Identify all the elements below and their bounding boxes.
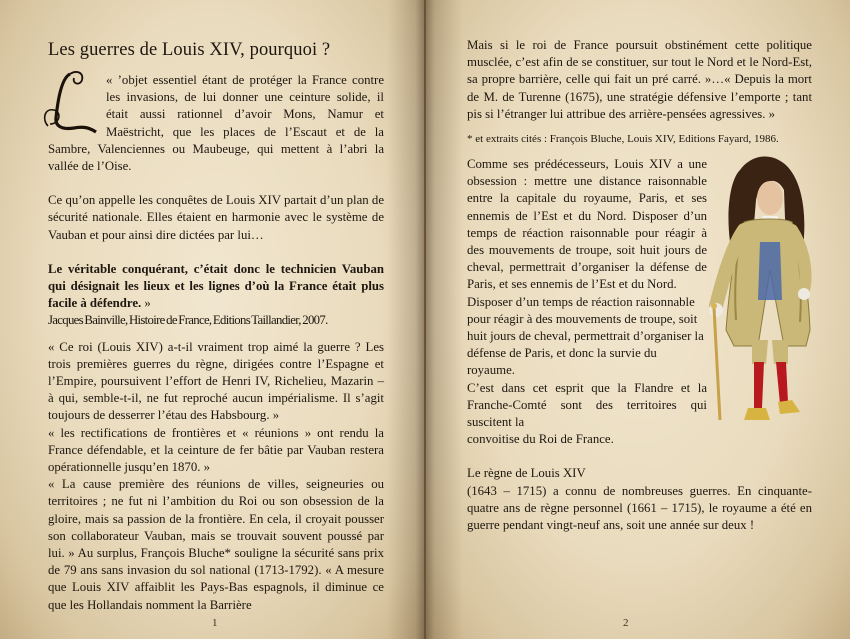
- drop-cap-flourish-icon: [40, 68, 102, 134]
- paragraph-intro: « ’objet essentiel étant de protéger la France contre les invasions, de lui donner une ceinture solide, il était aussi rationnel d’avoir Mons, Namur et Maëstricht, que les places de l’Escaut et de la Sambre, Valenciennes ou Maubeuge, qui mettent à l’abri la vallée de l’Oise.: [48, 73, 384, 174]
- page-number-left: 1: [212, 617, 218, 629]
- page-number-right: 2: [623, 617, 629, 629]
- paragraph-conquetes: Ce qu’on appelle les conquêtes de Louis XIV partait d’un plan de sécurité nationale. Elles étaient en harmonie avec le système de Vauban et pour ainsi dire dictées par lui…: [48, 193, 384, 242]
- paragraph-flandre: C’est dans cet esprit que la Flandre et la Franche-Comté sont des territoires qui suscitent la: [467, 380, 707, 430]
- regne-title: Le règne de Louis XIV: [467, 466, 586, 481]
- citation-bainville: Jacques Bainville, Histoire de France, Editions Taillandier, 2007.: [48, 313, 328, 328]
- left-page-content: [48, 38, 384, 614]
- paragraph-regne: (1643 – 1715) a connu de nombreuses guerres. En cinquante-quatre ans de règne personnel (1661 – 1715), le royaume a été en guerre pendant vingt-neuf ans, soit une année sur deux !: [467, 483, 812, 533]
- paragraph-frontieres: « les rectifications de frontières et « réunions » ont rendu la France défendable, et la ceinture de fer bâtie par Vauban restera opérationnelle jusqu’en 1870. »: [48, 425, 384, 475]
- vauban-bold-text: Le véritable conquérant, c’était donc le technicien Vauban qui désignait les lieux et les lignes d’où la France était plus facile à défendre.: [48, 261, 384, 311]
- paragraph-guerre: « Ce roi (Louis XIV) a-t-il vraiment trop aimé la guerre ? Les trois premières guerres du règne, dirigées contre l’Espagne et l’Empire, poursuivent l’effort de Henri IV, Richelieu, Mazarin – à qui, semble-t-il, ne fut reproché aucun impérialisme. Il s’agit toujours de desserrer l’étau des Habsbourg. »: [48, 339, 384, 423]
- louis-xiv-portrait-icon: [700, 150, 820, 430]
- right-page-content: [467, 37, 812, 534]
- paragraph-reaction: Disposer d’un temps de réaction raisonnable pour réagir à des mouvements de troupe, soit huit jours de cheval, permettrait d’organiser la défense de Paris, et donc la survie du royaume.: [467, 294, 704, 378]
- paragraph-cause: « La cause première des réunions de villes, seigneuries ou territoires ; ne fut ni l’ambition du Roi ou son obsession de la gloire, mais sa passion de la frontière. En cela, il croyait pousser son collaborateur Vauban, mais se trouvait souvent poussé par lui. » Au surplus, François Bluche* souligne la sécurité sans prix de 79 ans sans invasion du sol national (1713-1792). « A mesure que Louis XIV affaiblit les Pays-Bas espagnols, il diminue ce que les Hollandais nomment la Barrière: [48, 477, 384, 612]
- intro-block: [48, 72, 384, 175]
- page-title: Les guerres de Louis XIV, pourquoi ?: [48, 40, 331, 60]
- paragraph-convoitise: convoitise du Roi de France.: [467, 432, 614, 447]
- book-gutter: [424, 0, 426, 639]
- right-page: [425, 0, 850, 639]
- paragraph-vauban: [48, 261, 384, 313]
- king-section: [467, 156, 812, 448]
- paragraph-barriere: Mais si le roi de France poursuit obstinément cette politique musclée, c’est afin de se constituer, sur tout le Nord et le Nord-Est, sa propre barrière, celle qui fait un pré carré. »…« Depuis la mort de M. de Turenne (1675), une stratégie défensive l’emporte ; tant pis si l’étranger lui attribue des arrière-pensées agressives. »: [467, 38, 812, 121]
- vauban-closing-quote: »: [141, 296, 151, 311]
- drop-cap: [40, 68, 100, 132]
- paragraph-obsession: Comme ses prédécesseurs, Louis XIV a une obsession : mettre une distance raisonnable entre la capitale du royaume, Paris, et ses ennemis de l’Est et du Nord. Disposer d’un temps de réaction raisonnable pour réagir à des mouvements de troupe, soit huit jours de cheval, permettrait d’organiser la défense de Paris, et ses ennemis de l’Est et du Nord.: [467, 157, 707, 292]
- footnote-bluche: * et extraits cités : François Bluche, Louis XIV, Editions Fayard, 1986.: [467, 133, 779, 146]
